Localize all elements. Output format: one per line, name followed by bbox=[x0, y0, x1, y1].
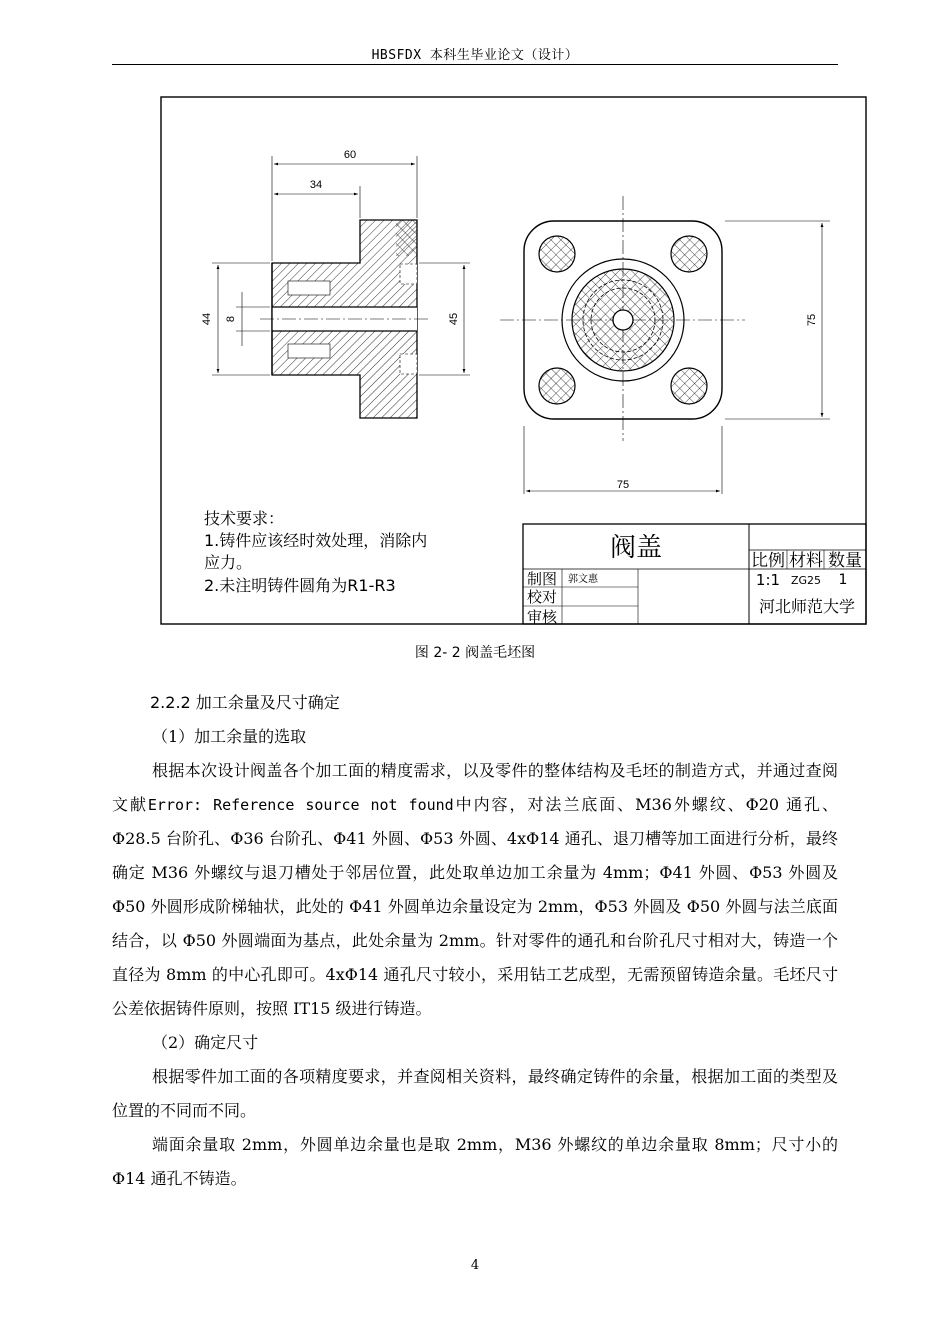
section-view bbox=[201, 149, 470, 418]
body-text bbox=[112, 686, 838, 1196]
reference-error: Error: Reference source not found bbox=[147, 796, 454, 814]
dim-length-part: 34 bbox=[309, 179, 323, 191]
paragraph-3: 端面余量取 2mm，外圆单边余量也是取 2mm，M36 外螺纹的单边余量取 8mm；尺寸小的 Φ14 通孔不铸造。 bbox=[112, 1135, 838, 1188]
tech-requirements bbox=[204, 509, 427, 595]
part-name: 阀盖 bbox=[609, 533, 663, 563]
value-quantity: 1 bbox=[838, 572, 848, 588]
subheading-2: （2）确定尺寸 bbox=[152, 1033, 259, 1052]
dim-dia-right: 45 bbox=[448, 312, 460, 326]
header-rule bbox=[112, 64, 838, 65]
section-title: 2.2.2 加工余量及尺寸确定 bbox=[150, 693, 340, 712]
label-approved: 审核 bbox=[526, 608, 558, 626]
tech-line-2: 应力。 bbox=[204, 553, 253, 572]
dim-dia-left: 44 bbox=[201, 312, 213, 326]
label-drawn: 制图 bbox=[526, 570, 558, 588]
dim-square-height: 75 bbox=[806, 313, 818, 327]
paragraph-1 bbox=[112, 754, 838, 1026]
header-scale: 比例 bbox=[751, 551, 785, 571]
paragraph-1-part-b: 中内容，对法兰底面、M36外螺纹、Φ20 通孔、Φ28.5 台阶孔、Φ36 台阶孔、Φ41 外圆、Φ53 外圆、4xΦ14 通孔、退刀槽等加工面进行分析，最终确定 M36 外螺纹与退刀槽处于邻居位置，此处取单边加工余量为 4mm；Φ41 外圆、Φ53 外圆及 Φ50 外圆形成阶梯轴状，此处的 Φ41 外圆单边余量设定为 2mm，Φ53 外圆及 Φ50 外圆与法兰底面结合，以 Φ50 外圆端面为基点，此处余量为 2mm。针对零件的通孔和台阶孔尺寸相对大，铸造一个直径为 8mm 的中心孔即可。4xΦ14 通孔尺寸较小，采用钻工艺成型，无需预留铸造余量。毛坯尺寸公差依据铸件原则，按照 IT15 级进行铸造。 bbox=[112, 795, 839, 1018]
drawn-by: 郭文惠 bbox=[568, 574, 598, 585]
tech-heading: 技术要求： bbox=[204, 509, 285, 528]
tech-line-1: 1.铸件应该经时效处理，消除内 bbox=[204, 531, 428, 550]
dim-dia-hole: 8 bbox=[225, 315, 237, 323]
header-material: 材料 bbox=[789, 551, 823, 571]
dim-length-total: 60 bbox=[343, 149, 357, 161]
school-name: 河北师范大学 bbox=[758, 597, 856, 616]
dim-square-width: 75 bbox=[616, 479, 630, 491]
value-scale: 1:1 bbox=[755, 571, 781, 589]
label-checked: 校对 bbox=[526, 588, 558, 606]
end-view bbox=[500, 196, 830, 494]
title-block bbox=[523, 524, 866, 626]
header-quantity: 数量 bbox=[828, 551, 862, 571]
page-number: 4 bbox=[470, 1258, 480, 1273]
figure-caption: 图 2- 2 阀盖毛坯图 bbox=[414, 645, 536, 661]
paragraph-1-part-a: 根据本次设计阀盖各个加工面的精度需求，以及零件的整体结构及毛坯的制造方式，并通过查阅文献 bbox=[112, 761, 838, 814]
page-header: HBSFDX 本科生毕业论文（设计） bbox=[371, 48, 579, 63]
subheading-1: （1）加工余量的选取 bbox=[152, 727, 307, 746]
value-material: ZG25 bbox=[790, 574, 822, 587]
tech-line-3: 2.未注明铸件圆角为R1-R3 bbox=[204, 576, 396, 595]
engineering-drawing bbox=[160, 96, 868, 626]
paragraph-2: 根据零件加工面的各项精度要求，并查阅相关资料，最终确定铸件的余量，根据加工面的类型及位置的不同而不同。 bbox=[112, 1067, 838, 1120]
